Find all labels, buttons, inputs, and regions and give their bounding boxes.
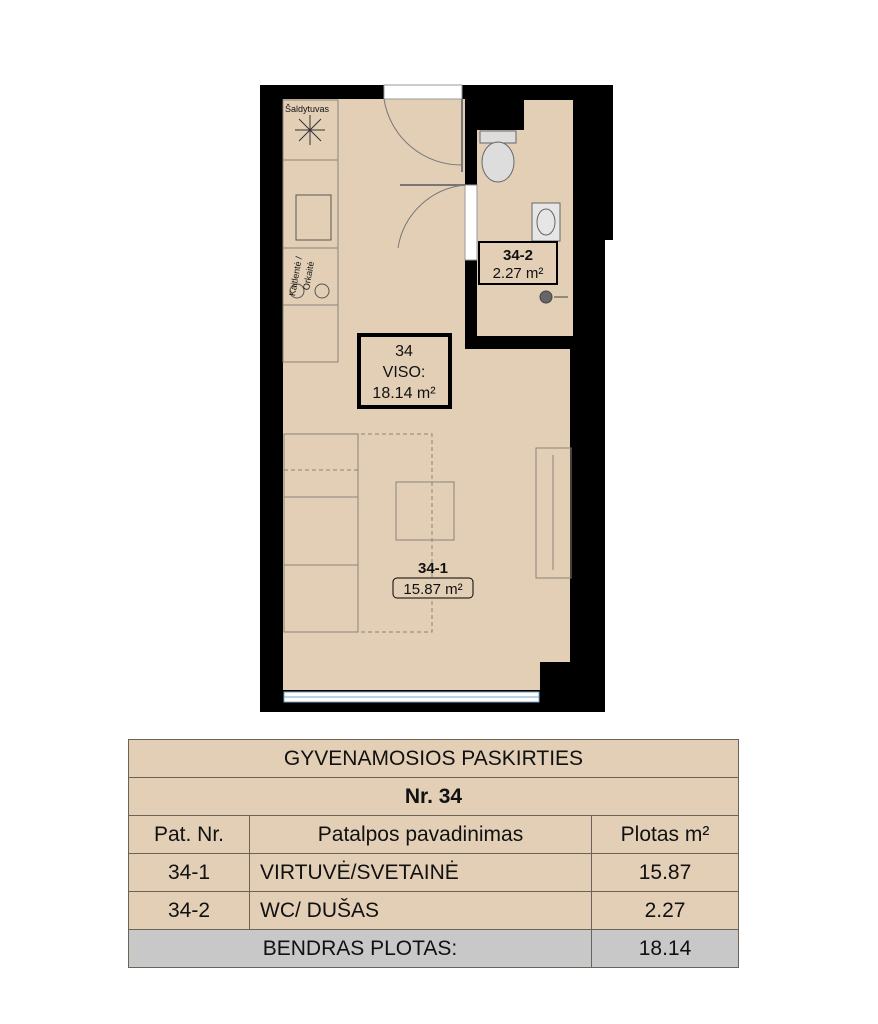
room-34-1-id: 34-1 [417,560,449,577]
table-row [129,892,739,930]
table-subtitle-row [129,778,739,816]
row-room-name: VIRTUVĖ/SVETAINĖ [250,854,592,892]
fridge-icon [295,115,325,145]
table-title-row [129,740,739,778]
bathroom-door-opening [465,185,477,260]
apartment-total-area: 18.14 m² [372,385,436,402]
table-subtitle: Nr. 34 [129,778,739,816]
row-room-number: 34-2 [129,892,250,930]
table-total-row [129,930,739,968]
cabinet-label-1: Kaitlentė / [287,255,304,297]
room-area-table [128,739,739,968]
total-label: BENDRAS PLOTAS: [129,930,592,968]
bathroom-wall-bottom [465,336,573,349]
total-value: 18.14 [592,930,739,968]
apartment-number: 34 [395,343,413,360]
row-room-number: 34-1 [129,854,250,892]
row-room-area: 2.27 [592,892,739,930]
entrance-opening [384,85,462,99]
cabinet-label-2: Orkaitė [301,260,316,291]
row-room-area: 15.87 [592,854,739,892]
room-34-2-id: 34-2 [502,247,534,264]
toilet-icon [480,131,516,182]
header-room-number: Pat. Nr. [129,816,250,854]
table-header-row [129,816,739,854]
apartment-total-label: VISO: [382,364,426,381]
fridge-label: Šaldytuvas [285,104,330,114]
washbasin-icon [532,203,560,241]
table-title: GYVENAMOSIOS PASKIRTIES [129,740,739,778]
table-row [129,854,739,892]
row-room-name: WC/ DUŠAS [250,892,592,930]
header-room-name: Patalpos pavadinimas [250,816,592,854]
header-room-area: Plotas m² [592,816,739,854]
room-34-1-area: 15.87 m² [403,581,463,598]
room-34-2-area: 2.27 m² [492,265,544,282]
